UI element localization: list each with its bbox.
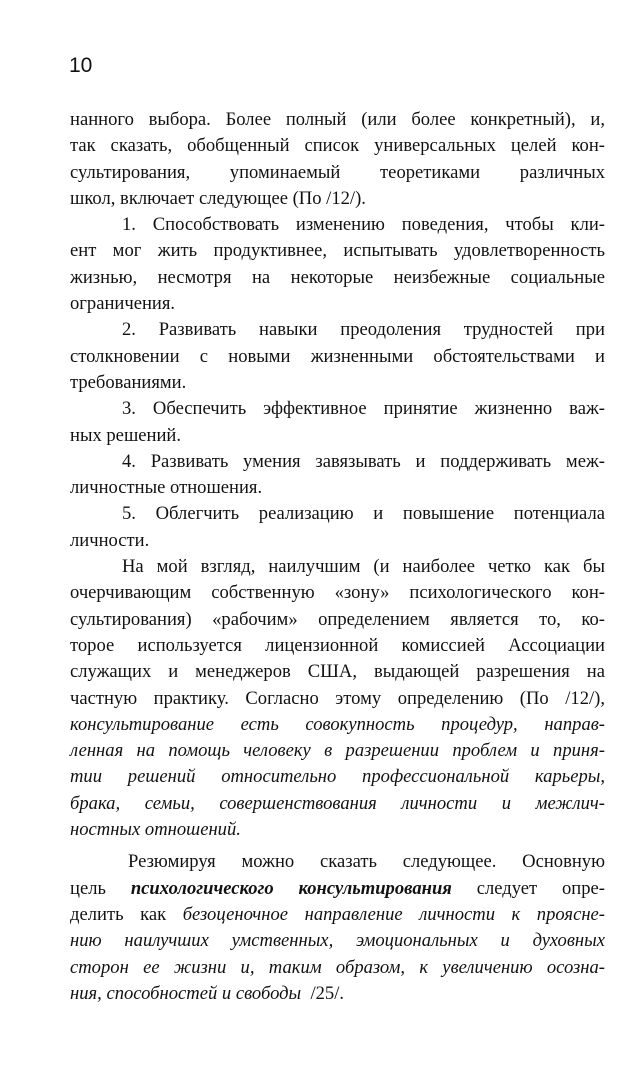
text-line [70,849,605,875]
text-line: консультирование есть совокупность процедур, направ- [70,713,605,735]
text-line [70,876,605,902]
text-run: Резюмируя можно сказать следующее. Основную [128,851,605,873]
text-line: торое используется лицензионной комиссией Ассоциации [70,634,605,656]
text-line: сультирования, упоминаемый теоретиками различных [70,161,605,183]
text-line [70,928,605,954]
text-line [70,902,605,928]
text-line: школ, включает следующее (По /12/). [70,187,366,209]
text-line: 1. Способствовать изменению поведения, чтобы кли- [122,214,605,236]
text-line: 2. Развивать навыки преодоления трудностей при [122,319,605,341]
text-line: частную практику. Согласно этому определению (По /12/), [70,687,605,709]
text-line: ностных отношений. [70,819,241,841]
text-run: психологического консультирования [130,877,452,899]
text-line: сультирования) «рабочим» определением является то, ко- [70,608,605,630]
text-line [70,981,605,1007]
text-line: личности. [70,529,150,551]
text-line: ограничения. [70,293,176,315]
text-run: следует опре- [451,877,605,899]
text-run: сторон ее жизни и, таким образом, к увеличению осозна- [70,956,605,978]
text-line: требованиями. [70,371,187,393]
text-line: брака, семьи, совершенствования личности и межлич- [70,792,605,814]
text-line [70,955,605,981]
text-line: 4. Развивать умения завязывать и поддерживать меж- [122,450,605,472]
text-line: тии решений относительно профессиональной карьеры, [70,766,605,788]
text-run: /25/. [301,982,345,1004]
text-line: нанного выбора. Более полный (или более конкретный), и, [70,109,605,130]
text-line: так сказать, обобщенный список универсальных целей кон- [70,135,605,157]
text-line: очерчивающим собственную «зону» психологического кон- [70,582,605,604]
text-line: личностные отношения. [70,477,263,499]
text-run: безоценочное направление личности к проясне- [182,903,605,925]
text-line: столкновении с новыми жизненными обстоятельствами и [70,345,605,367]
text-line: ных решений. [70,424,182,446]
text-line: 3. Обеспечить эффективное принятие жизненно важ- [122,398,605,420]
page-number: 10 [69,54,93,77]
text-run: делить как [70,903,183,925]
text-line: служащих и менеджеров США, выдающей разрешения на [70,661,605,683]
text-line: жизнью, несмотря на некоторые неизбежные социальные [70,266,605,288]
text-line: 5. Облегчить реализацию и повышение потенциала [122,503,605,525]
text-run: цель [70,877,131,899]
text-line: На мой взгляд, наилучшим (и наиболее четко как бы [122,556,605,578]
text-run: нию наилучших умственных, эмоциональных и духовных [70,930,605,952]
text-line: ент мог жить продуктивнее, испытывать удовлетворенность [70,240,605,262]
text-run: ния, способностей и свободы [70,982,302,1004]
body-text [70,107,605,1007]
text-line: ленная на помощь человеку в разрешении проблем и приня- [70,740,605,762]
